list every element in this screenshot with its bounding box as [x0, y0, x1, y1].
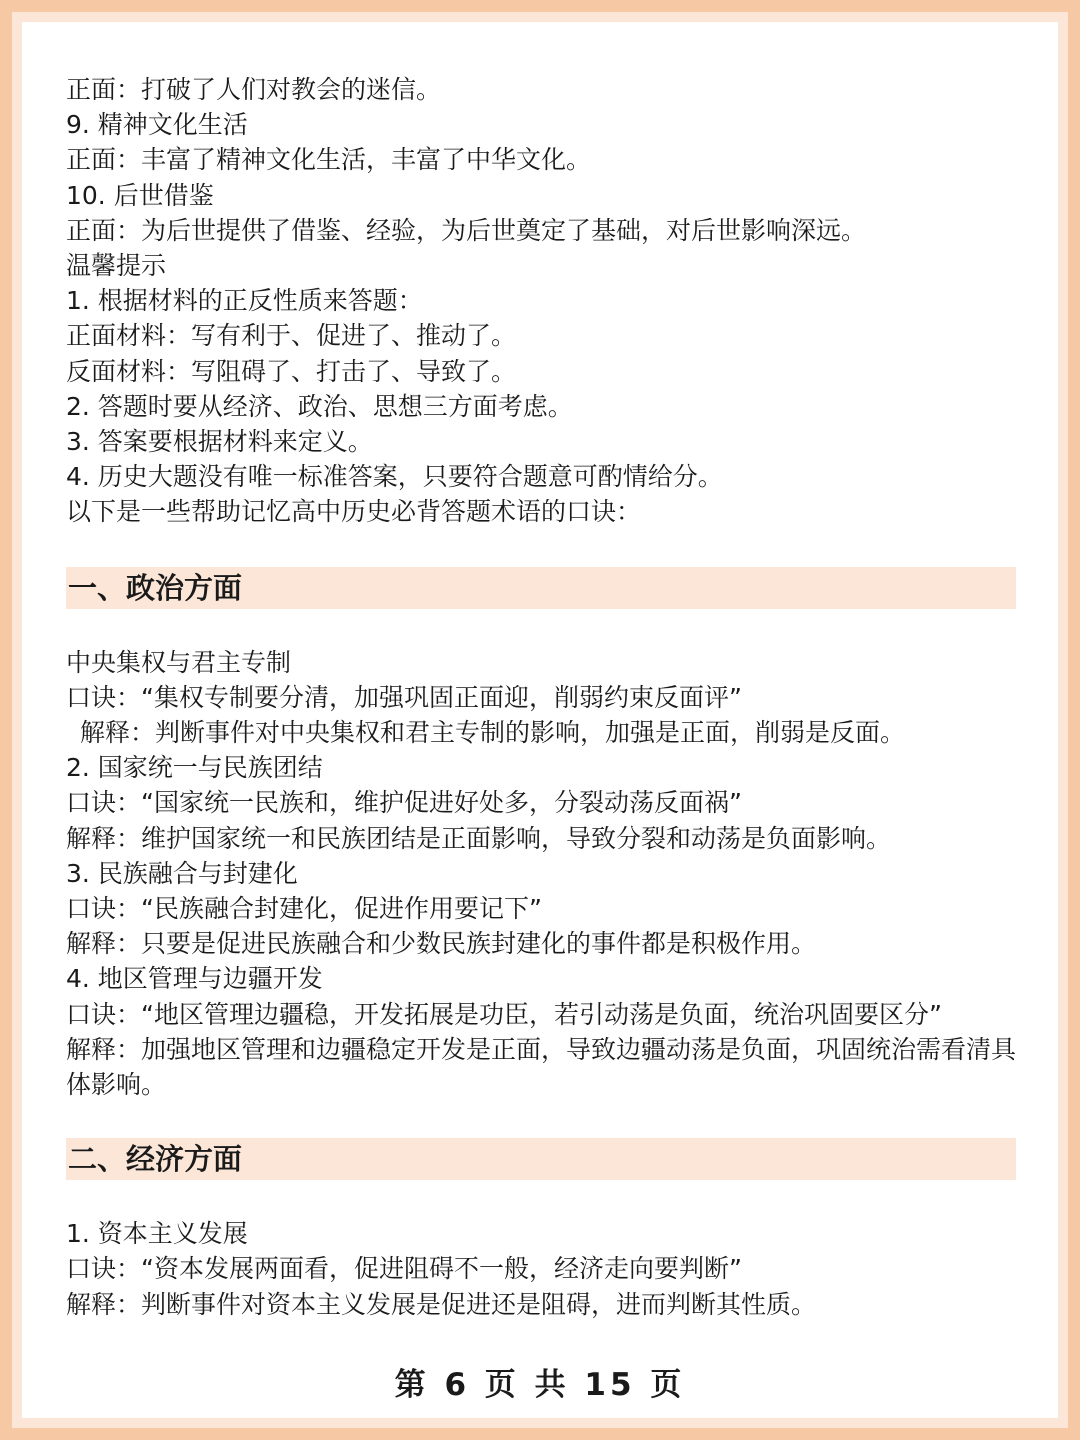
item-heading: 4. 地区管理与边疆开发: [66, 964, 323, 994]
explanation-line: 解释：加强地区管理和边疆稳定开发是正面，导致边疆动荡是负面，巩固统治需看清具体影响。: [66, 1034, 1017, 1100]
tips-heading: 温馨提示: [66, 251, 167, 281]
tip-line: 1. 根据材料的正反性质来答题：: [66, 286, 423, 316]
section-heading-politics: 一、政治方面: [66, 567, 1016, 609]
mnemonic-line: 口诀：“民族融合封建化，促进作用要记下”: [66, 894, 542, 924]
tip-line: 正面材料：写有利于、促进了、推动了。: [66, 321, 517, 351]
explanation-line: 解释：只要是促进民族融合和少数民族封建化的事件都是积极作用。: [66, 929, 817, 959]
explanation-line: 解释：判断事件对中央集权和君主专制的影响，加强是正面，削弱是反面。: [80, 718, 906, 748]
item-heading: 1. 资本主义发展: [66, 1219, 248, 1249]
explanation-line: 解释：维护国家统一和民族团结是正面影响，导致分裂和动荡是负面影响。: [66, 823, 892, 853]
intro-line: 以下是一些帮助记忆高中历史必背答题术语的口诀：: [66, 497, 642, 527]
tip-line: 2. 答题时要从经济、政治、思想三方面考虑。: [66, 391, 573, 421]
tip-line: 3. 答案要根据材料来定义。: [66, 427, 373, 457]
text-line: 正面：丰富了精神文化生活，丰富了中华文化。: [66, 145, 592, 175]
text-line: 正面：为后世提供了借鉴、经验，为后世奠定了基础，对后世影响深远。: [66, 215, 867, 245]
text-line: 正面：打破了人们对教会的迷信。: [66, 75, 442, 104]
explanation-line: 解释：判断事件对资本主义发展是促进还是阻碍，进而判断其性质。: [66, 1289, 817, 1319]
tip-line: 反面材料：写阻碍了、打击了、导致了。: [66, 356, 517, 386]
document-page: [22, 22, 1058, 1418]
section-heading-economy: 二、经济方面: [66, 1138, 1016, 1180]
tip-line: 4. 历史大题没有唯一标准答案，只要符合题意可酌情给分。: [66, 462, 723, 492]
mnemonic-line: 口诀：“集权专制要分清，加强巩固正面迎，削弱约束反面评”: [66, 682, 742, 712]
document-body: [66, 72, 1016, 1322]
item-heading: 9. 精神文化生活: [66, 110, 248, 140]
item-heading: 10. 后世借鉴: [66, 180, 214, 210]
page-number: 第 6 页 共 15 页: [394, 1367, 686, 1403]
item-heading: 2. 国家统一与民族团结: [66, 753, 323, 783]
mnemonic-line: 口诀：“地区管理边疆稳，开发拓展是功臣，若引动荡是负面，统治巩固要区分”: [66, 999, 942, 1029]
item-heading: 中央集权与君主专制: [66, 647, 292, 677]
item-heading: 3. 民族融合与封建化: [66, 858, 298, 888]
mnemonic-line: 口诀：“资本发展两面看，促进阻碍不一般，经济走向要判断”: [66, 1254, 742, 1284]
mnemonic-line: 口诀：“国家统一民族和，维护促进好处多，分裂动荡反面祸”: [66, 788, 742, 818]
